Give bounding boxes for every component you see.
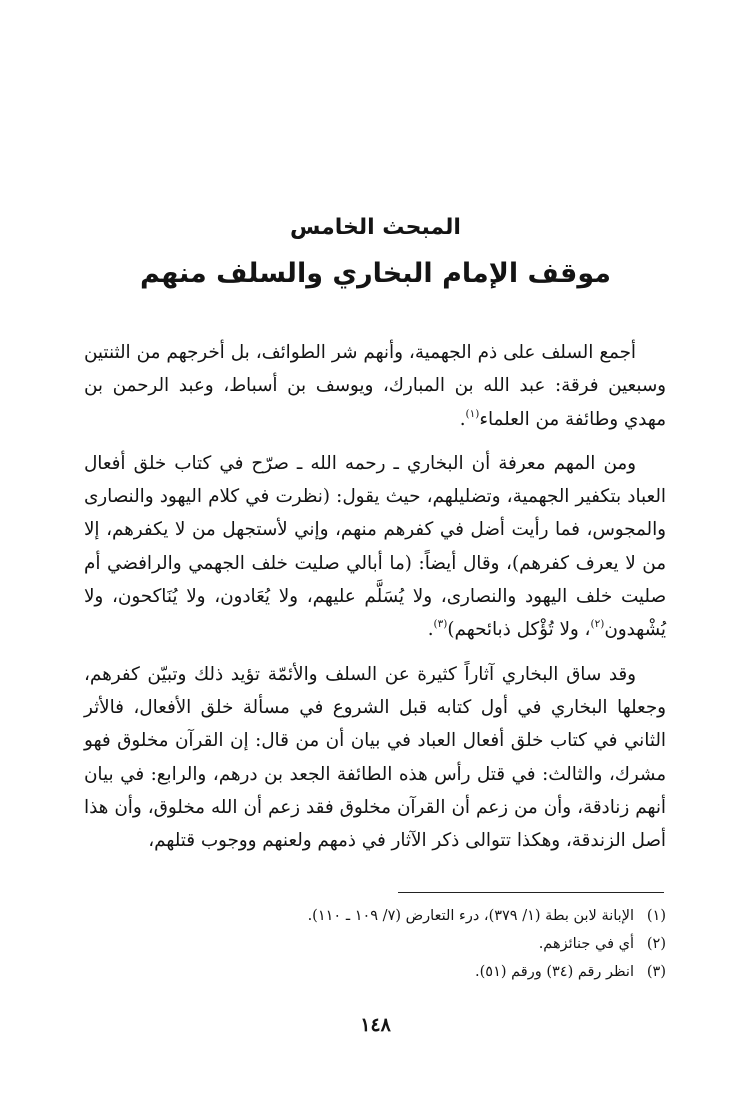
section-title: موقف الإمام البخاري والسلف منهم (140, 258, 611, 289)
footnote-ref[interactable]: (٣) (433, 618, 448, 631)
body-text (84, 336, 666, 868)
paragraph (84, 336, 666, 436)
paragraph-text: ، ولا تُؤْكل ذبائحهم) (447, 619, 591, 641)
footnote (84, 902, 666, 930)
footnote-number: (٢) (646, 936, 666, 952)
footnote-ref[interactable]: (٢) (590, 618, 605, 631)
footnote-text: أي في جنائزهم. (538, 936, 634, 952)
paragraph-text: . (459, 408, 466, 430)
footnote-text: انظر رقم (٣٤) ورقم (٥١). (475, 964, 634, 980)
footnote (84, 930, 666, 958)
paragraph-text: وقد ساق البخاري آثاراً كثيرة عن السلف والأئمّة تؤيد ذلك وتبيّن كفرهم، وجعلها البخاري في أول كتابه قبل الشروع في مسألة خلق الأفعال، فالأثر الثاني في كتاب خلق أفعال العباد في بيان أن من قال: إن القرآن مخلوق فهو مشرك، والثالث: في قتل رأس هذه الطائفة الجعد بن درهم، والرابع: في بيان أنهم زنادقة، وأن من زعم أن القرآن مخلوق فقد زعم أن الله مخلوق، وأن هذا أصل الزندقة، وهكذا تتوالى ذكر الآثار في ذمهم ولعنهم ووجوب قتلهم، (84, 663, 666, 852)
footnote-text: الإبانة لابن بطة (١/ ٣٧٩)، درء التعارض (٧/ ١٠٩ ـ ١١٠). (307, 908, 634, 924)
footnote-separator (398, 892, 664, 893)
footnote (84, 958, 666, 986)
footnote-number: (١) (646, 908, 666, 924)
page-number: ١٤٨ (360, 1014, 391, 1036)
section-subtitle: المبحث الخامس (290, 215, 461, 240)
paragraph-text: ومن المهم معرفة أن البخاري ـ رحمه الله ـ صرّح في كتاب خلق أفعال العباد بتكفير الجهمية، وتضليلهم، حيث يقول: (نظرت في كلام اليهود والنصارى والمجوس، فما رأيت أضل في كفرهم منهم، وإني لأستجهل من لا يكفرهم، إلا من لا يعرف كفرهم)، وقال أيضاً: (ما أبالي صليت خلف الجهمي والرافضي أم صليت خلف اليهود والنصارى، ولا يُسَلَّم عليهم، ولا يُعَادون، ولا يُنَاكحون، ولا يُشْهدون (84, 452, 666, 641)
paragraph (84, 658, 666, 858)
paragraph-text: أجمع السلف على ذم الجهمية، وأنهم شر الطوائف، بل أخرجهم من الثنتين وسبعين فرقة: عبد الله بن المبارك، ويوسف بن أسباط، وعبد الرحمن بن مهدي وطائفة من العلماء (84, 342, 666, 430)
paragraph-text: . (427, 619, 434, 641)
footnote-ref[interactable]: (١) (465, 407, 480, 420)
footnotes (84, 902, 666, 986)
paragraph (84, 447, 666, 647)
footnote-number: (٣) (646, 964, 666, 980)
